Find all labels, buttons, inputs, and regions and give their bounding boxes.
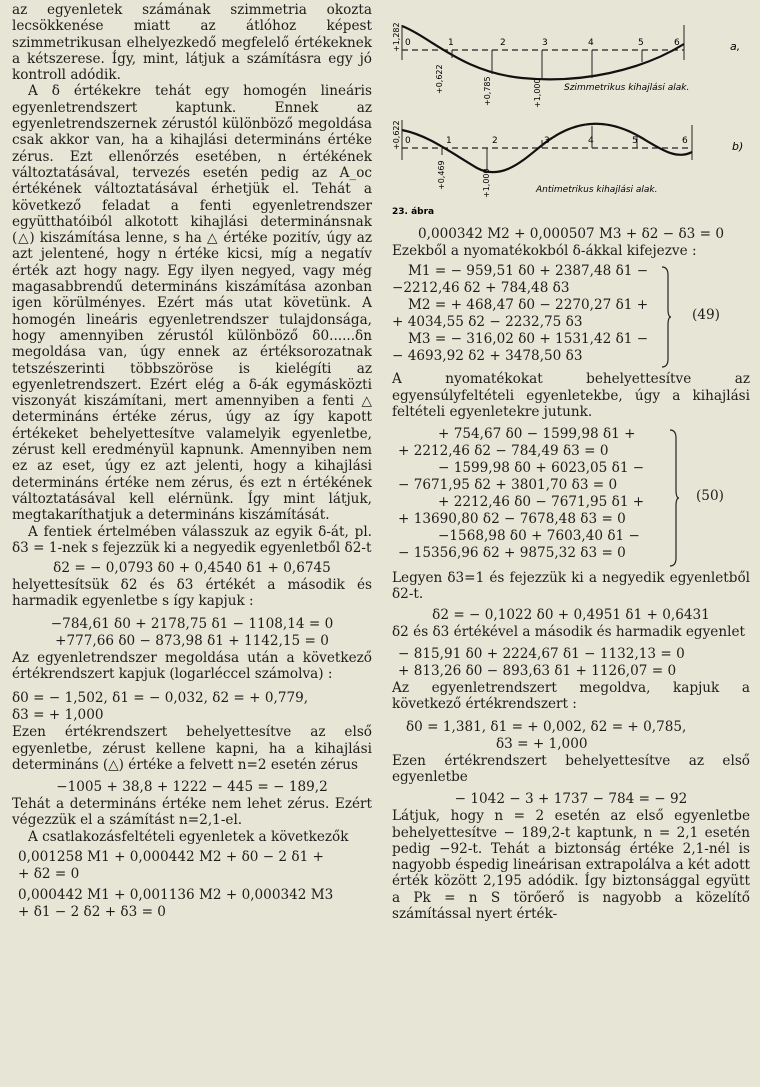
equation-connection-3: 0,000342 M2 + 0,000507 M3 + δ2 − δ3 = 0 (418, 226, 724, 242)
top-value-1: +0,622 (435, 64, 444, 94)
equation-pair-2: +777,66 δ0 − 873,98 δ1 + 1142,15 = 0 (55, 632, 329, 649)
right-column (392, 0, 750, 922)
eq49-line-6: − 4693,92 δ2 + 3478,50 δ3 (392, 348, 583, 365)
paragraph-delta-values: δ2 és δ3 értékével a második és harmadik egyenlet (392, 623, 745, 640)
equation-group-49 (392, 263, 750, 371)
top-node-0: 0 (405, 38, 411, 48)
eq49-line-3: M2 = + 468,47 δ0 − 2270,27 δ1 + (408, 297, 649, 314)
symmetric-shape (392, 22, 740, 108)
equation-check: −1005 + 38,8 + 1222 − 445 = − 189,2 (56, 779, 328, 796)
figure-23 (392, 0, 750, 222)
left-column (12, 0, 372, 921)
equation-right-solution-1: δ0 = 1,381, δ1 = + 0,002, δ2 = + 0,785, (406, 718, 687, 735)
equation-group-50 (392, 426, 750, 570)
eq50-line-5: + 2212,46 δ0 − 7671,95 δ1 + (438, 494, 645, 511)
eq50-line-8: − 15356,96 δ2 + 9875,32 δ3 = 0 (398, 545, 626, 562)
paragraph-substitute-moments: A nyomatékokat behelyettesítve az egyensúlyfeltételi egyenletekbe, úgy a kihajlási feltételi egyenletekre jutunk. (392, 371, 750, 420)
eq50-line-3: − 1599,98 δ0 + 6023,05 δ1 − (438, 460, 645, 477)
top-node-5: 5 (638, 38, 644, 48)
top-node-2: 2 (500, 38, 506, 48)
bottom-value-1: +0,469 (437, 160, 446, 190)
eq50-line-4: − 7671,95 δ2 + 3801,70 δ3 = 0 (398, 477, 618, 494)
bottom-value-0: +0,622 (392, 120, 401, 150)
caption-antimetric: Antimetrikus kihajlási alak. (536, 185, 658, 195)
label-a: a, (730, 40, 741, 53)
equation-connection-2b: + δ1 − 2 δ2 + δ3 = 0 (18, 904, 166, 921)
paragraph-moments-intro: Ezekből a nyomatékokból δ-ákkal kifejezve : (392, 243, 697, 259)
paragraph-determinant-nonzero: Tehát a determináns értéke nem lehet zérus. Ezért végezzük el a számítást n=2,1-el. (12, 796, 372, 829)
equation-pair-1: −784,61 δ0 + 2178,75 δ1 − 1108,14 = 0 (50, 615, 334, 632)
top-value-2: +0,785 (483, 76, 492, 106)
eq49-line-5: M3 = − 316,02 δ0 + 1531,42 δ1 − (408, 331, 649, 348)
paragraph-solution-intro: Az egyenletrendszer megoldása után a következő értékrendszert kapjuk (logarléccel számolva) : (12, 649, 372, 682)
eq50-line-6: + 13690,80 δ2 − 7678,48 δ3 = 0 (398, 511, 626, 528)
paragraph-substitute-first: Ezen értékrendszert behelyettesítve az első egyenletbe (392, 752, 750, 785)
top-node-6: 6 (674, 38, 680, 48)
equation-right-pair-2: + 813,26 δ0 − 893,63 δ1 + 1126,07 = 0 (398, 663, 677, 680)
bottom-value-2: +1,000 (482, 168, 491, 198)
paragraph-symmetry: az egyenletek számának szimmetria okozta lecsökkenése miatt az átlóhoz képest szimmetrikusan elhelyezkedő megfelelő értékeknek a kétszerese. Így, mint, látjuk a számításra egy jó kontroll adódik. (12, 2, 372, 84)
bottom-node-3: 3 (544, 136, 550, 146)
equation-connection-2a: 0,000442 M1 + 0,001136 M2 + 0,000342 M3 (18, 887, 334, 904)
brace-49 (660, 265, 672, 369)
equation-delta2-right: δ2 = − 0,1022 δ0 + 0,4951 δ1 + 0,6431 (432, 606, 710, 623)
eq49-line-1: M1 = − 959,51 δ0 + 2387,48 δ1 − (408, 263, 649, 280)
paragraph-check-intro: Ezen értékrendszert behelyettesítve az első egyenletbe, zérust kellene kapni, ha a kihajlási determináns (△) értéke a felvett n=2 esetén zérus (12, 724, 372, 773)
eq50-line-2: + 2212,46 δ2 − 784,49 δ3 = 0 (398, 443, 609, 460)
paragraph-conclusion: Látjuk, hogy n = 2 esetén az első egyenletbe behelyettesítve − 189,2-t kaptunk, n = 2,1 esetén pedig −92-t. Tehát a biztonság értéke 2,1-nél is nagyobb éspedig lineárisan extrapolálva a két adott érték között 2,195 adódik. Így biztonsággal együtt a Pk = n S törőerő is nagyobb a közelítő számítással nyert érték- (392, 808, 750, 923)
brace-50 (668, 428, 680, 568)
eq50-line-7: −1568,98 δ0 + 7603,40 δ1 − (438, 528, 640, 545)
paragraph-homogeneous-system: A δ értékekre tehát egy homogén lineáris egyenletrendszert kaptunk. Ennek az egyenletrendszernek zérustól különböző megoldása csak akkor van, ha a kihajlási determináns értéke zérus. Ezt ellenőrzés esetében, n értékének változtatásával, tervezés esetén pedig az A_oc értékének változtatásával érhetjük el. Tehát a következő feladat a fenti egyenletrendszer együtthatóiból alkotott kihajlási determinánsnak (△) kiszámítása lenne, s ha △ értéke pozitív, úgy az azt jelentené, hogy n értéke kicsi, míg a negatív érték azt hogy nagy. Egy ilyen negyed, vagy még magasabbrendű determináns kiszámítása azonban igen körülményes. Ezért más utat követünk. A homogén lineáris egyenletrendszer tulajdonsága, hogy amennyiben zérustól különböző δ0......δn megoldása van, úgy ennek az értéksorozatnak tetszészerinti többszöröse is kielégíti az egyenletrendszert. Ezért elég a δ-ák egymásközti viszonyát kiszámítani, mert amennyiben a fenti △ determináns értéke zérus, úgy az így kapott értékeket behelyettesítve valamelyik egyenletbe, zérust kell eredményül kapnunk. Amennyiben nem ez az eset, úgy ez azt jelenti, hogy a kihajlási determináns értéke nem zérus, és ezt n értékének változtatásával kell elérnünk. Így mint látjuk, megtakaríthatjuk a determináns kiszámítását. (12, 83, 372, 524)
label-b: b) (732, 140, 744, 153)
bottom-node-4: 4 (588, 136, 594, 146)
paragraph-substitute: helyettesítsük δ2 és δ3 értékét a második és harmadik egyenletbe s így kapjuk : (12, 577, 372, 610)
top-value-0: +1,282 (392, 22, 401, 52)
eq50-line-1: + 754,67 δ0 − 1599,98 δ1 + (438, 426, 636, 443)
antimetric-shape (392, 120, 743, 198)
bottom-node-5: 5 (632, 136, 638, 146)
bottom-node-6: 6 (682, 136, 688, 146)
equation-solution-2: δ3 = + 1,000 (12, 707, 104, 724)
equation-right-pair-1: − 815,91 δ0 + 2224,67 δ1 − 1132,13 = 0 (398, 646, 685, 663)
eq49-line-2: −2212,46 δ2 + 784,48 δ3 (392, 280, 570, 297)
equation-right-check: − 1042 − 3 + 1737 − 784 = − 92 (454, 791, 688, 808)
paragraph-let-delta3: Legyen δ3=1 és fejezzük ki a negyedik egyenletből δ2-t. (392, 570, 750, 603)
equation-number-49: (49) (692, 307, 720, 324)
bottom-node-2: 2 (492, 136, 498, 146)
caption-symmetric: Szimmetrikus kihajlási alak. (564, 83, 690, 93)
bottom-node-1: 1 (446, 136, 452, 146)
paragraph-choose-delta: A fentiek értelmében válasszuk az egyik δ-át, pl. δ3 = 1-nek s fejezzük ki a negyedik egyenletből δ2-t (12, 523, 372, 556)
equation-right-solution-2: δ3 = + 1,000 (496, 735, 588, 752)
buckling-shapes-diagram (392, 0, 750, 222)
figure-number: 23. ábra (392, 207, 435, 217)
equation-delta2: δ2 = − 0,0793 δ0 + 0,4540 δ1 + 0,6745 (53, 560, 331, 577)
bottom-node-0: 0 (405, 136, 411, 146)
equation-connection-1a: 0,001258 M1 + 0,000442 M2 + δ0 − 2 δ1 + (18, 849, 324, 866)
paragraph-solved: Az egyenletrendszert megoldva, kapjuk a következő értékrendszert : (392, 680, 750, 713)
top-node-4: 4 (588, 38, 594, 48)
equation-number-50: (50) (696, 488, 724, 505)
eq49-line-4: + 4034,55 δ2 − 2232,75 δ3 (392, 314, 583, 331)
top-node-1: 1 (448, 38, 454, 48)
top-node-3: 3 (542, 38, 548, 48)
equation-solution-1: δ0 = − 1,502, δ1 = − 0,032, δ2 = + 0,779, (12, 690, 309, 707)
paragraph-connection-conditions: A csatlakozásfeltételi egyenletek a következők (28, 828, 349, 845)
equation-connection-1b: + δ2 = 0 (18, 866, 80, 883)
top-value-3: +1,000 (533, 78, 542, 108)
